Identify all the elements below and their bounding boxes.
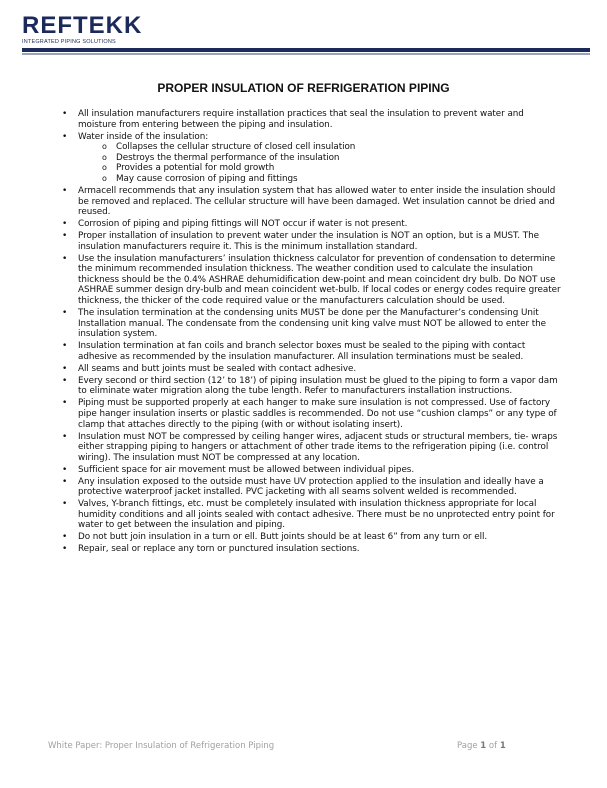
page-word: Page — [457, 741, 478, 751]
list-item — [62, 254, 562, 307]
list-item — [62, 477, 562, 498]
list-item-text: Armacell recommends that any insulation system that has allowed water to enter inside the insulation should be removed and replaced. The cellular structure will have been damaged. Wet insulation cannot be dried and reused. — [78, 185, 556, 218]
bullet-icon: • — [62, 476, 68, 487]
sub-list-item — [102, 142, 562, 153]
page-footer — [48, 741, 548, 751]
company-logo — [22, 14, 142, 45]
bullet-icon: • — [62, 109, 68, 119]
sub-list-item-text: Destroys the thermal performance of the insulation — [116, 152, 340, 163]
header-rule-dark — [22, 48, 590, 52]
header-rule-light — [22, 53, 590, 55]
sub-list-item-text: Collapses the cellular structure of closed cell insulation — [116, 142, 356, 153]
list-item — [62, 308, 562, 340]
bullet-icon: • — [62, 375, 68, 386]
bullet-icon: • — [62, 398, 68, 409]
list-item — [62, 186, 562, 218]
bullet-icon: • — [62, 253, 68, 264]
bullet-icon: • — [62, 464, 68, 475]
list-item-text: Repair, seal or replace any torn or punctured insulation sections. — [78, 544, 360, 555]
list-item — [62, 532, 562, 543]
list-item — [62, 432, 562, 464]
list-item — [62, 109, 562, 130]
sub-bullet-icon: o — [102, 173, 107, 183]
list-item — [62, 398, 562, 430]
list-item — [62, 231, 562, 252]
bullet-icon: • — [62, 231, 68, 242]
list-item-text: Any insulation exposed to the outside must have UV protection applied to the insulation and ideally have a protective waterproof jacket installed. PVC jacketing with all seams solvent welded is recommended. — [78, 476, 544, 498]
page-current: 1 — [480, 741, 487, 751]
list-item-text: Corrosion of piping and piping fittings will NOT occur if water is not present. — [78, 219, 408, 230]
page-total: 1 — [499, 741, 506, 751]
list-item-text: Piping must be supported properly at each hanger to make sure insulation is not compressed. Use of factory pipe hanger insulation inserts or plastic saddles is recommended. Do not use “cushion clamps” or any type of clamp that attaches directly to the piping (with or without isolating insert). — [78, 398, 557, 430]
list-item — [62, 364, 562, 375]
sub-list-item — [102, 153, 562, 164]
sub-list-item — [102, 163, 562, 174]
list-item-text: The insulation termination at the condensing units MUST be done per the Manufacturer’s condensing Unit Installation manual. The condensate from the condensing unit king valve must NOT be allowed to enter the insulation system. — [78, 308, 547, 340]
sub-list-item — [102, 174, 562, 185]
list-item — [62, 132, 562, 185]
list-item — [62, 376, 562, 397]
sub-list — [78, 142, 562, 184]
bullet-icon: • — [62, 499, 68, 510]
page-number — [457, 741, 506, 751]
bullet-icon: • — [62, 431, 68, 442]
bullet-icon: • — [62, 363, 68, 374]
sub-bullet-icon: o — [102, 142, 107, 152]
bullet-icon: • — [62, 185, 68, 196]
list-item — [62, 544, 562, 555]
sub-list-item-text: May cause corrosion of piping and fittings — [116, 173, 298, 184]
list-item-text: All insulation manufacturers require installation practices that seal the insulation to prevent water and moisture from entering between the piping and insulation. — [78, 109, 524, 130]
list-item-text: Sufficient space for air movement must be allowed between individual pipes. — [78, 464, 415, 475]
list-item-text: Insulation must NOT be compressed by ceiling hanger wires, adjacent studs or structural members, tie- wraps either strapping piping to hangers or attachment of other trade items to the refrigeration piping (i.e. control wiring). The insulation must NOT be compressed at any location. — [78, 431, 558, 463]
logo-tagline: INTEGRATED PIPING SOLUTIONS — [22, 39, 116, 45]
bullet-icon: • — [62, 532, 68, 543]
bullet-icon: • — [62, 341, 68, 352]
of-word: of — [488, 741, 498, 751]
footer-document-name: White Paper: Proper Insulation of Refrigeration Piping — [48, 741, 275, 751]
bullet-list — [62, 109, 562, 556]
sub-list-item-text: Provides a potential for mold growth — [116, 163, 275, 174]
bullet-icon: • — [62, 544, 68, 555]
sub-bullet-icon: o — [102, 152, 107, 162]
list-item-text: Use the insulation manufacturers’ insulation thickness calculator for prevention of condensation to determine the minimum recommended insulation thickness. The weather condition used to calculate the insulation thickness should be the 0.4% ASHRAE dehumidification dew-point and mean coincident dry bulb. Do NOT use ASHRAE summer design dry-bulb and mean coincident wet-bulb. If local codes or energy codes require greater thickness, the thicker of the code required value or the manufacturers calculation should be used. — [78, 253, 561, 307]
list-item-text: Proper installation of insulation to prevent water under the insulation is NOT an option, but is a MUST. The insulation manufacturers require it. This is the minimum installation standard. — [78, 231, 539, 252]
list-item — [62, 499, 562, 531]
list-item-text: Valves, Y-branch fittings, etc. must be completely insulated with insulation thickness appropriate for local humidity conditions and all joints sealed with contact adhesive. There must be no unprotected entry point for water to get between the insulation and piping. — [78, 499, 555, 531]
list-item-text: Water inside of the insulation: — [78, 131, 209, 142]
list-item — [62, 219, 562, 230]
sub-bullet-icon: o — [102, 163, 107, 173]
list-item — [62, 341, 562, 362]
bullet-icon: • — [62, 308, 68, 319]
bullet-icon: • — [62, 219, 68, 230]
list-item-text: All seams and butt joints must be sealed with contact adhesive. — [78, 363, 357, 374]
document-title: PROPER INSULATION OF REFRIGERATION PIPING — [157, 81, 450, 95]
list-item — [62, 465, 562, 476]
bullet-icon: • — [62, 131, 68, 142]
list-item-text: Insulation termination at fan coils and branch selector boxes must be sealed to the piping with contact adhesive as recommended by the insulation manufacturer. All insulation terminations must be sealed. — [78, 341, 526, 362]
logo-name: REFTEKK — [22, 12, 143, 39]
list-item-text: Do not butt join insulation in a turn or ell. Butt joints should be at least 6” from any turn or ell. — [78, 532, 488, 543]
list-item-text: Every second or third section (12’ to 18’) of piping insulation must be glued to the piping to form a vapor dam to eliminate water migration along the tube length. Refer to manufacturers installation instructions. — [78, 375, 558, 397]
